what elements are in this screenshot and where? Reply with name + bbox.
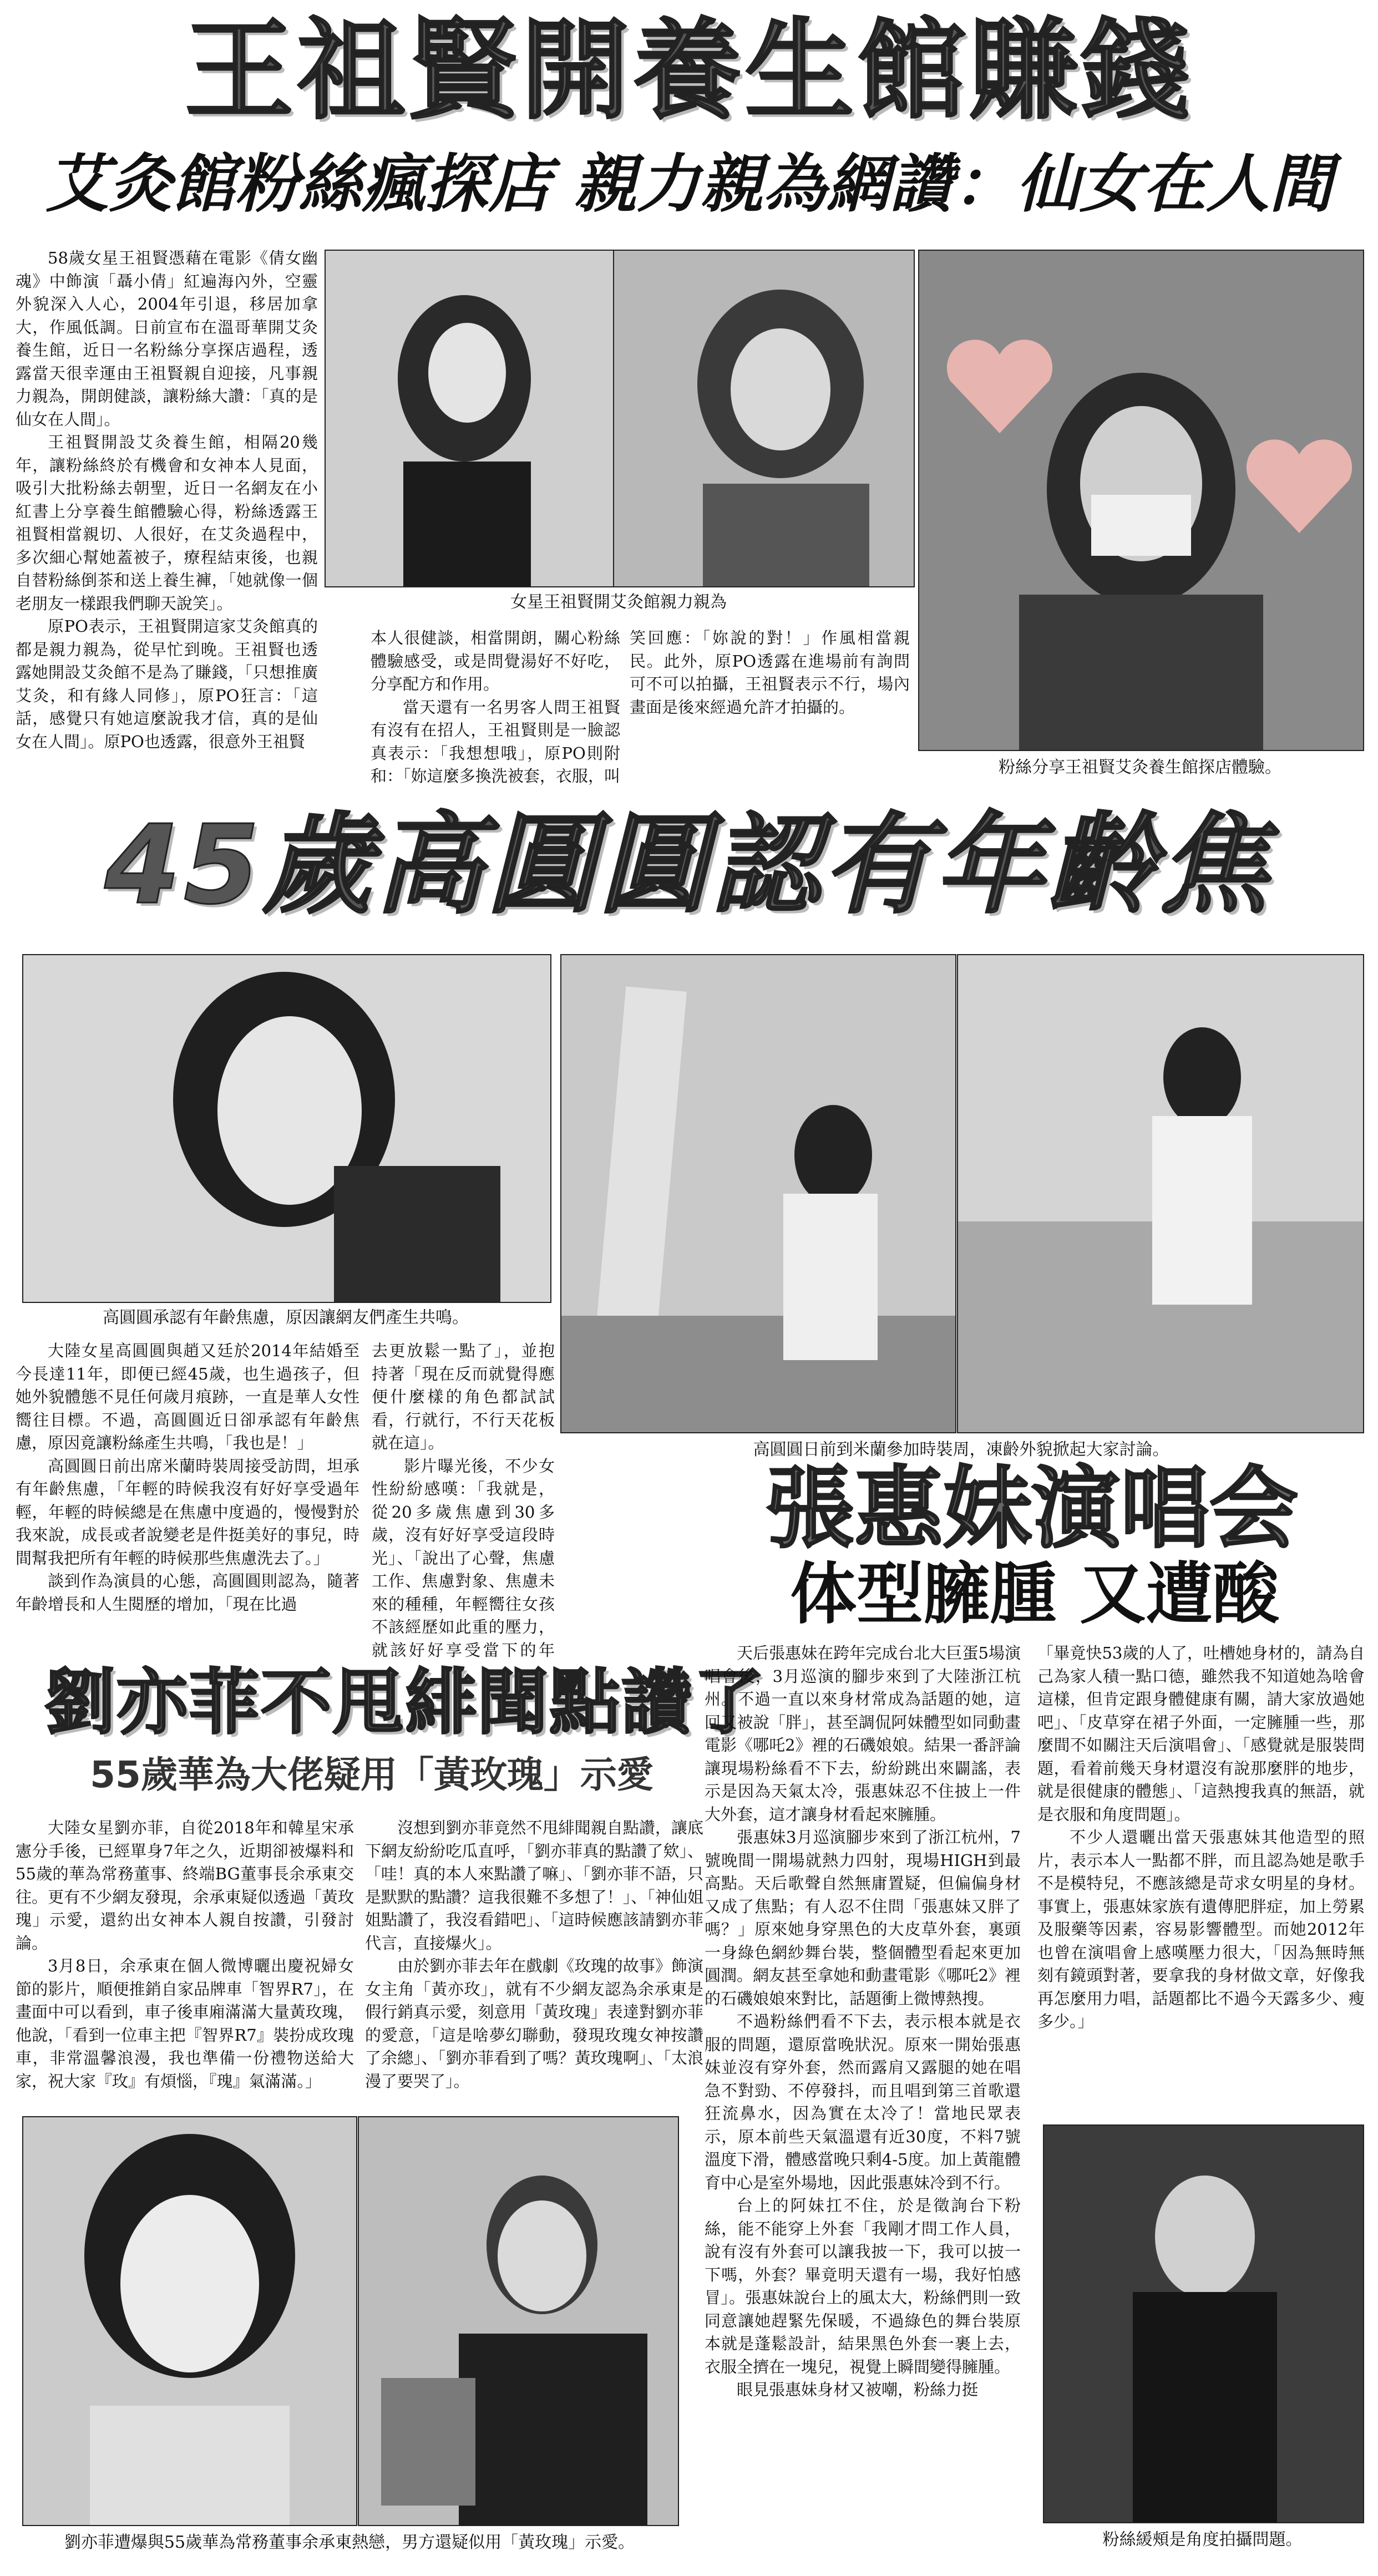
story3-body-col2: 沒想到劉亦菲竟然不甩緋聞親自點讚，讓底下網友紛紛吃瓜直呼，「劉亦菲真的點讚了欸」、「哇！真的本人來點讚了嘛」、「劉亦菲不語，只是默默的點讚？這我很難不多想了！」、「神仙姐姐點讚了，我沒看錯吧」、「這時候應該請劉亦菲代言，直接爆火」。 由於劉亦菲去年在戲劇《玫瑰的故事》飾演女主角「黃亦玫」，就有不少網友認為余承東是假行銷真示愛，刻意用「黃玫瑰」表達對劉亦菲的愛意，「這是啥夢幻聯動，發現玫瑰女神按讚了余總」、「劉亦菲看到了嗎？黃玫瑰啊」、「太浪漫了要哭了」。 (365, 1818, 703, 2091)
photo-fans-selfie (918, 250, 1364, 751)
story4-headline: 張惠妹演唱会 (765, 1457, 1298, 1560)
story1-body-col1: 58歲女星王祖賢憑藉在電影《倩女幽魂》中飾演「聶小倩」紅遍海內外，空靈外貌深入人心，2004年引退，移居加拿大，作風低調。日前宣布在溫哥華開艾灸養生館，近日一名粉絲分享探店過程，透露當天很幸運由王祖賢親自迎接，凡事親力親為，開朗健談，讓粉絲大讚：「真的是仙女在人間」。 王祖賢開設艾灸養生館，相隔20幾年，讓粉絲終於有機會和女神本人見面，吸引大批粉絲去朝聖，近日一名網友在小紅書上分享養生館體驗心得，粉絲透露王祖賢相當親切、人很好，在艾灸過程中，多次細心幫她蓋被子，療程結束後，也親自替粉絲倒茶和送上養生褲，「她就像一個老朋友一樣跟我們聊天說笑」。 原PO表示，王祖賢開這家艾灸館真的都是親力親為，從早忙到晚。王祖賢也透露她開設艾灸館不是為了賺錢，「只想推廣艾灸，和有緣人同修」，原PO狂言：「這話，感覺只有她這麼說我才信，真的是仙女在人間」。原PO也透露，很意外王祖賢 (16, 249, 318, 751)
blur-heart-icon (941, 334, 1058, 439)
story1-caption-left: 女星王祖賢開艾灸館親力親為 (510, 592, 727, 612)
photo-gao-yuanyuan-portrait (22, 954, 551, 1303)
story3-subhead: 55歲華為大佬疑用「黃玫瑰」示愛 (90, 1753, 653, 1796)
photo-wang-zuxian-glasses (613, 250, 915, 587)
story2-caption-portrait: 高圓圓承認有年齡焦慮，原因讓網友們產生共鳴。 (103, 1308, 469, 1327)
story3-body-col1: 大陸女星劉亦菲，自從2018年和韓星宋承憲分手後，已經單身7年之久，近期卻被爆料和55歲的華為常務董事、終端BG董事長余承東交往。更有不少網友發現，余承東疑似透過「黃玫瑰」示愛，還約出女神本人親自按讚，引發討論。 3月8日，余承東在個人微博曬出慶祝婦女節的影片，順便推銷自家品牌車「智界R7」，在畫面中可以看到，車子後車廂滿滿大量黃玫瑰，他說，「看到一位車主把『智界R7』裝扮成玫瑰車，非常溫馨浪漫，我也準備一份禮物送給大家，祝大家『玫』有煩惱，『瑰』氣滿滿。」 (16, 1818, 354, 2091)
blur-heart-icon (1241, 434, 1357, 539)
story2-body-col1: 大陸女星高圓圓與趙又廷於2014年結婚至今長達11年，即便已經45歲，也生過孩子，但她外貌體態不見任何歲月痕跡，一直是華人女性嚮往目標。不過，高圓圓近日卻承認有年齡焦慮，原因竟讓粉絲產生共鳴，「我也是！」 高圓圓日前出席米蘭時裝周接受訪問，坦承有年齡焦慮，「年輕的時候我沒有好好享受過年輕，年輕的時候總是在焦慮中度過的，慢慢對於我來說，成長或者說變老是件挺美好的事兒，時間幫我把所有年輕的時候那些焦慮洗去了。」 談到作為演員的心態，高圓圓則認為，隨著年齡增長和人生閱歷的增加，「現在比過 (16, 1341, 359, 1614)
story1-caption-right: 粉絲分享王祖賢艾灸養生館探店體驗。 (999, 758, 1281, 777)
story1-body-col3: 笑回應：「妳說的對！」作風相當親民。此外，原PO透露在進場前有詢問可不可以拍攝，王祖賢表示不行，場內畫面是後來經過允許才拍攝的。 (630, 628, 910, 717)
photo-liu-yifei (22, 2116, 357, 2526)
story1-body-col2: 本人很健談，相當開朗，關心粉絲體驗感受，或是問覺湯好不好吃，分享配方和作用。 當天還有一名男客人問王祖賢有沒有在招人，王祖賢則是一臉認真表示：「我想想哦」，原PO則附和：「妳這麼多換洗被套，衣服，叫 (371, 628, 620, 785)
story2-caption-travel: 高圓圓日前到米蘭參加時裝周，凍齡外貌掀起大家討論。 (753, 1440, 1169, 1459)
photo-wang-zuxian-young (325, 250, 615, 587)
story3-caption: 劉亦菲遭爆與55歲華為常務董事余承東熱戀，男方還疑似用「黃玫瑰」示愛。 (64, 2533, 635, 2552)
story2-body-col2: 去更放鬆一點了」，並抱持著「現在反而就覺得應便什麼樣的角色都試試看，行就行，不行天花板就在這」。 影片曝光後，不少女性紛紛感嘆：「我就是，從20多歲焦慮到30多歲，沒有好好享受這段時光」、「說出了心聲，焦慮工作、焦慮對象、焦慮未來的種種，年輕嚮往女孩不該經歷如此重的壓力，就該好好享受當下的年 (372, 1341, 555, 1659)
photo-yu-chengdong (358, 2116, 679, 2526)
photo-zhang-huimei-concert (1043, 2124, 1364, 2523)
photo-gao-yuanyuan-pisa (560, 954, 956, 1433)
story1-subhead: 艾灸館粉絲瘋探店 親力親為網讚：仙女在人間 (45, 147, 1333, 221)
story4-subhead: 体型臃腫 又遭酸 (790, 1556, 1279, 1633)
story2-headline: 45歲高圓圓認有年齡焦 (104, 802, 1271, 929)
story4-body-col1: 天后張惠妹在跨年完成台北大巨蛋5場演唱會後，3月巡演的腳步來到了大陸浙江杭州。不過一直以來身材常成為話題的她，這回又被說「胖」，甚至調侃阿妹體型如同動畫電影《哪吒2》裡的石磯娘娘。結果一番評論讓現場粉絲看不下去，紛紛跳出來闢謠，表示是因為天氣太冷，張惠妹忍不住披上一件大外套，這才讓身材看起來臃腫。 張惠妹3月巡演腳步來到了浙江杭州，7號晚間一開場就熱力四射，現場HIGH到最高點。天后歌聲自然無庸置疑，但偏偏身材又成了焦點；有人忍不住問「張惠妹又胖了嗎？」原來她身穿黑色的大皮草外套，裏頭一身綠色網紗舞台裝，整個體型看起來更加圓潤。網友甚至拿她和動畫電影《哪吒2》裡的石磯娘娘來對比，話題衝上微博熱搜。 不過粉絲們看不下去，表示根本就是衣服的問題，還原當晚狀況。原來一開始張惠妹並沒有穿外套，然而露肩又露腿的她在唱急不對勁、不停發抖，而且唱到第三首歌還狂流鼻水，因為實在太冷了！當地民眾表示，原本前些天氣溫還有近30度，不料7號溫度下滑，體感當晚只剩4-5度。加上黃龍體育中心是室外場地，因此張惠妹冷到不行。 台上的阿妹扛不住，於是徵詢台下粉絲，能不能穿上外套「我剛才問工作人員，說有沒有外套可以讓我披一下，我可以披一下嗎，外套？畢竟明天還有一場，我好怕感冒」。張惠妹說台上的風太大，粉絲們則一致同意讓她趕緊先保暖，不過綠色的舞台裝原本就是蓬鬆設計，結果黑色外套一裹上去，衣服全擠在一塊兒，視覺上瞬間變得臃腫。 眼見張惠妹身材又被嘲，粉絲力挺 (705, 1644, 1021, 2399)
story3-headline: 劉亦菲不甩緋聞點讚了 (44, 1661, 766, 1744)
photo-gao-yuanyuan-lake (957, 954, 1364, 1433)
story1-headline: 王祖賢開養生館賺錢 (184, 8, 1193, 134)
story4-body-col2: 「畢竟快53歲的人了，吐槽她身材的，請為自己為家人積一點口德，雖然我不知道她為啥會這樣，但肯定跟身體健康有關，請大家放過她吧」、「皮草穿在裙子外面，一定臃腫一些，那麼間不如關注天后演唱會」、「感覺就是服裝問題，看着前幾天身材還沒有說那麼胖的地步，就是很健康的體態」、「這熱搜我真的無語，就是衣服和角度問題」。 不少人還曬出當天張惠妹其他造型的照片，表示本人一點都不胖，而且認為她是歌手不是模特兒，不應該總是苛求女明星的身材。事實上，張惠妹家族有遺傳肥胖症，加上勞累及服藥等因素，容易影響體型。而她2012年也曾在演唱會上感嘆壓力很大，「因為無時無刻有鏡頭對著，要拿我的身材做文章，好像我再怎麼用力唱，話題都比不過今天露多少、瘦多少。」 (1037, 1644, 1365, 2031)
story4-caption: 粉絲緩頰是角度拍攝問題。 (1102, 2530, 1303, 2549)
